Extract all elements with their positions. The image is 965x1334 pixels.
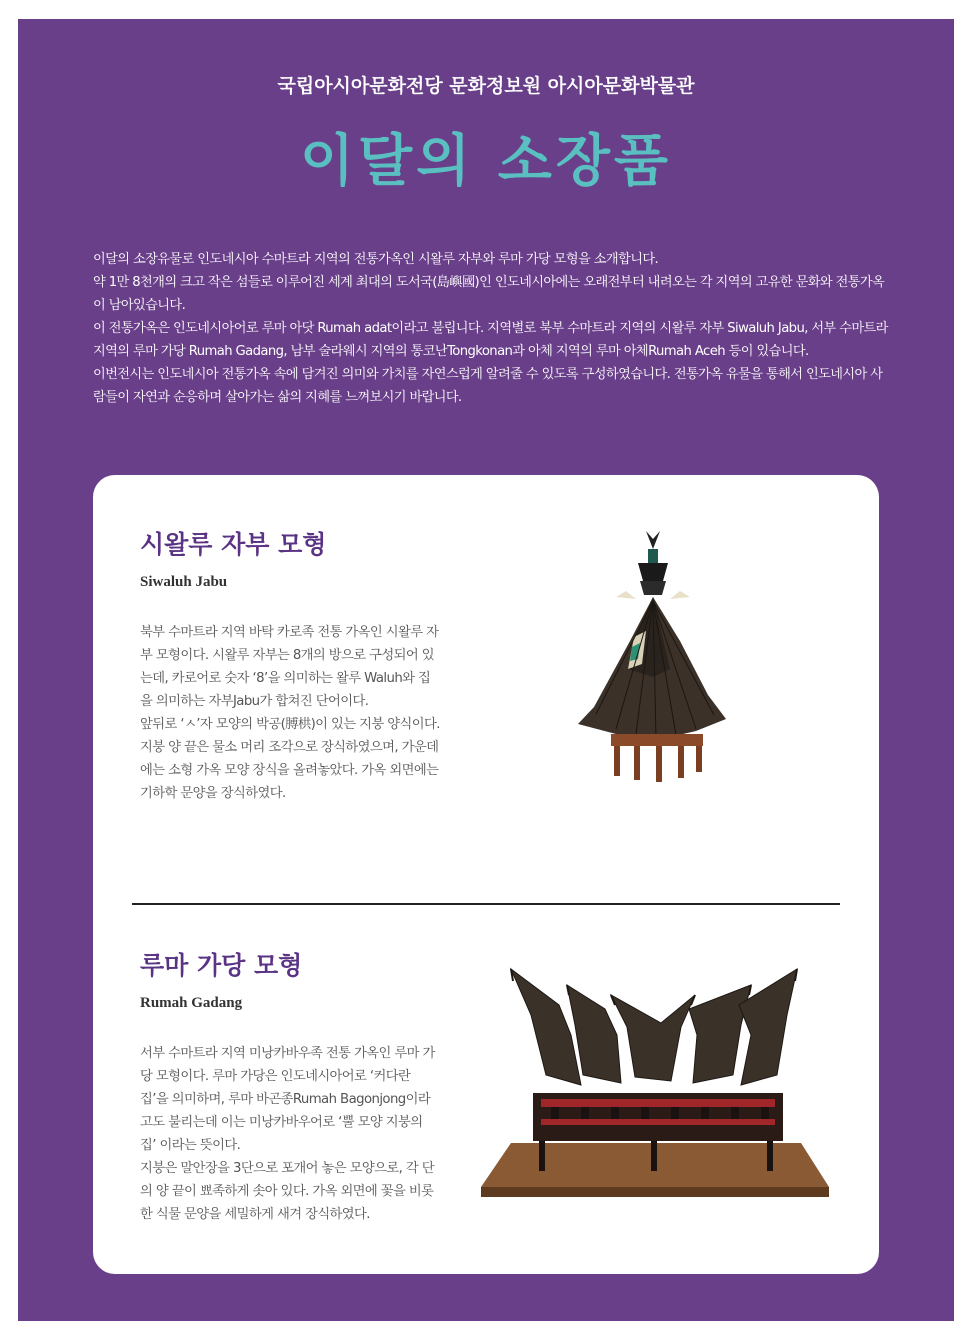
rumah-gadang-image — [471, 965, 834, 1203]
intro-line: 이달의 소장유물로 인도네시아 수마트라 지역의 전통가옥인 시왈루 자부와 루마 가당 모형을 소개합니다. — [93, 252, 659, 267]
collection-card — [93, 475, 879, 1274]
item-subtitle-siwaluh-jabu: Siwaluh Jabu — [140, 574, 228, 590]
rumah-gadang-house-model-icon — [471, 965, 834, 1203]
page-title: 이달의 소장품 — [299, 128, 673, 194]
item-description-rumah-gadang — [140, 1042, 440, 1226]
section-divider — [132, 903, 840, 905]
description-paragraph: 지붕은 말안장을 3단으로 포개어 놓은 모양으로, 각 단의 양 끝이 뾰족하게 솟아 있다. 가옥 외면에 꽃을 비롯한 식물 문양을 세밀하게 새겨 장식하였다. — [140, 1161, 435, 1222]
description-paragraph: 북부 수마트라 지역 바탁 카로족 전통 가옥인 시왈루 자부 모형이다. 시왈루 자부는 8개의 방으로 구성되어 있는데, 카로어로 숫자 ‘8’을 의미하는 왈루 Waluh와 집을 의미하는 자부Jabu가 합쳐진 단어이다. — [140, 625, 439, 709]
item-title-rumah-gadang: 루마 가당 모형 — [140, 951, 303, 980]
description-paragraph: 서부 수마트라 지역 미낭카바우족 전통 가옥인 루마 가당 모형이다. 루마 가당은 인도네시아어로 ‘커다란 집’을 의미하며, 루마 바곤종Rumah Bagonjong이라고도 불리는데 이는 미낭카바우어로 ‘뿔 모양 지붕의 집’ 이라는 뜻이다. — [140, 1046, 435, 1153]
poster-frame — [18, 19, 954, 1321]
intro-text — [93, 248, 893, 409]
item-description-siwaluh-jabu — [140, 621, 440, 805]
description-paragraph: 앞뒤로 ‘ㅅ’자 모양의 박공(膊栱)이 있는 지붕 양식이다. 지붕 양 끝은 물소 머리 조각으로 장식하였으며, 가운데에는 소형 가옥 모양 장식을 올려놓았다. 가옥 외면에는 기하학 문양을 장식하였다. — [140, 717, 440, 801]
siwaluh-jabu-image — [556, 519, 750, 791]
item-subtitle-rumah-gadang: Rumah Gadang — [140, 995, 243, 1011]
organization-name: 국립아시아문화전당 문화정보원 아시아문화박물관 — [277, 75, 695, 97]
intro-line: 이 전통가옥은 인도네시아어로 루마 아닷 Rumah adat이라고 불립니다. 지역별로 북부 수마트라 지역의 시왈루 자부 Siwaluh Jabu, 서부 수마트라 지역의 루마 가당 Rumah Gadang, 남부 술라웨시 지역의 통코난Tongkonan과 아체 지역의 루마 아체Rumah Aceh 등이 있습니다. — [93, 321, 888, 359]
intro-line: 이번전시는 인도네시아 전통가옥 속에 담겨진 의미와 가치를 자연스럽게 알려줄 수 있도록 구성하였습니다. 전통가옥 유물을 통해서 인도네시아 사람들이 자연과 순응하며 살아가는 삶의 지혜를 느껴보시기 바랍니다. — [93, 367, 883, 405]
item-title-siwaluh-jabu: 시왈루 자부 모형 — [140, 530, 327, 559]
intro-line: 약 1만 8천개의 크고 작은 섬들로 이루어진 세계 최대의 도서국(島嶼國)인 인도네시아에는 오래전부터 내려오는 각 지역의 고유한 문화와 전통가옥이 남아있습니다. — [93, 275, 885, 313]
siwaluh-jabu-house-model-icon — [556, 519, 750, 791]
